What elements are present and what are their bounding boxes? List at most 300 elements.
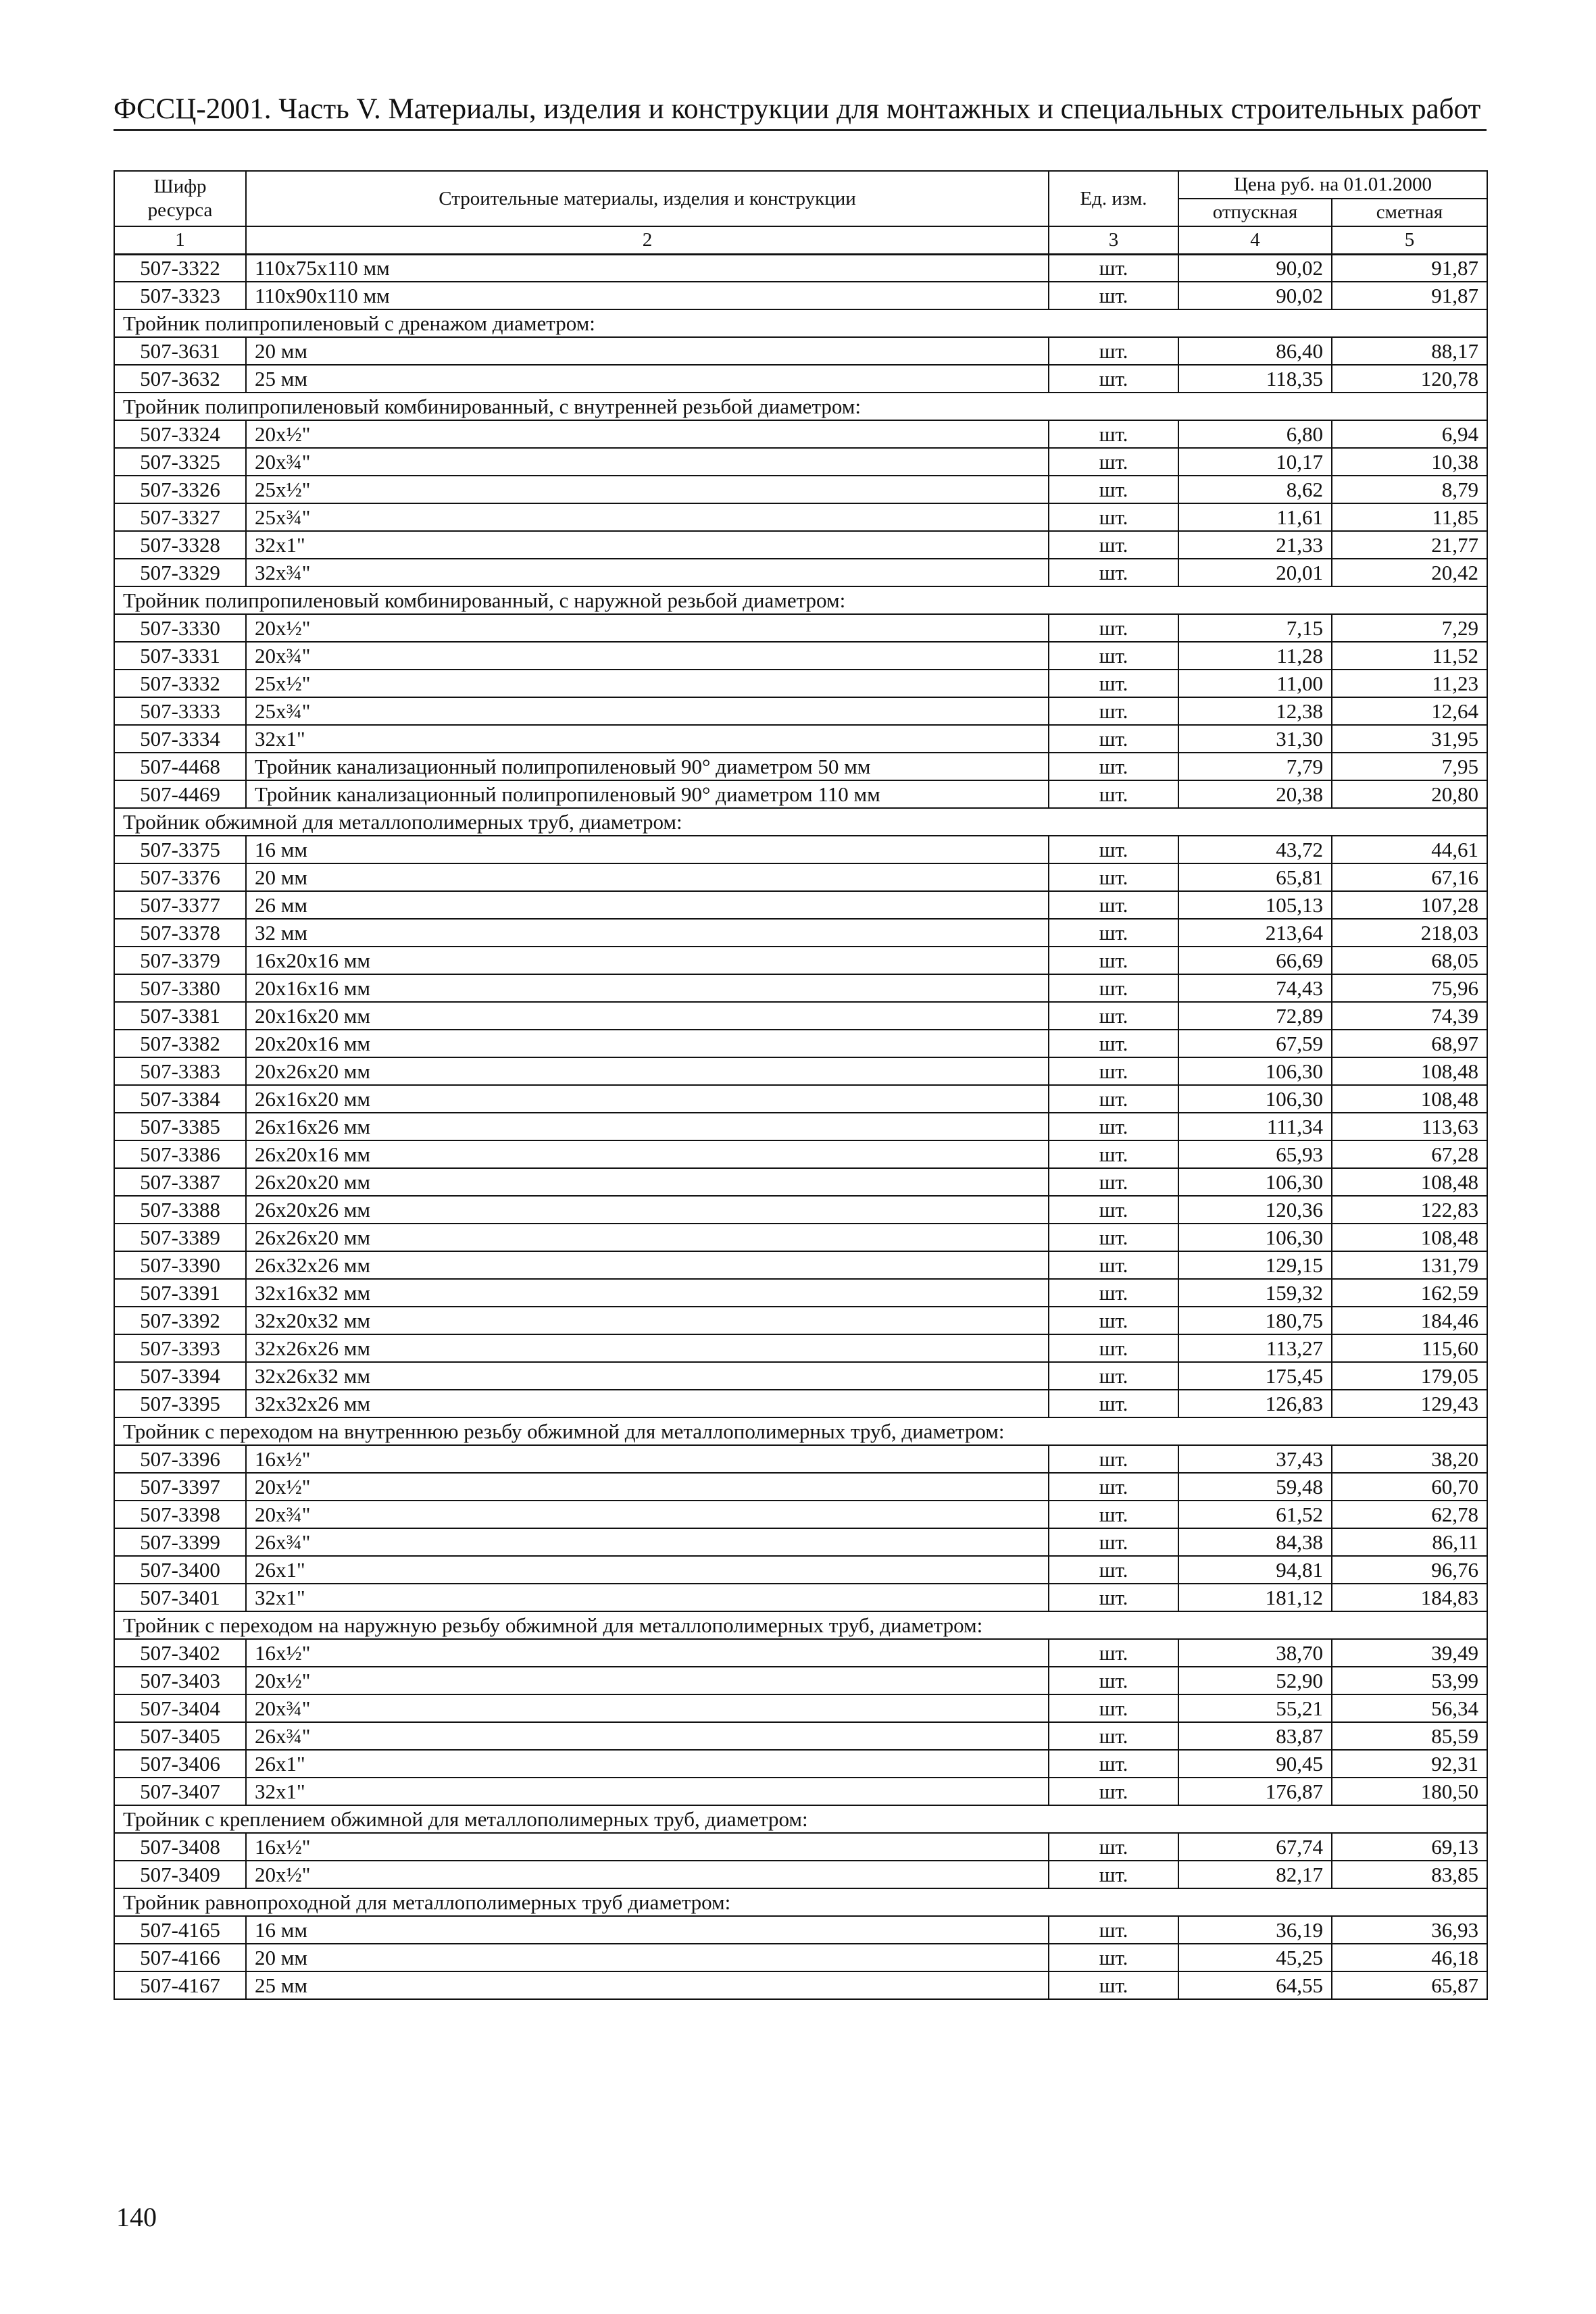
table-row — [114, 863, 1487, 891]
resource-code: 507-3380 — [114, 974, 246, 1002]
table-row — [114, 947, 1487, 974]
item-name: 20х½" — [246, 1667, 1049, 1694]
unit: шт. — [1049, 1861, 1178, 1888]
estimate-price: 91,87 — [1332, 254, 1487, 282]
table-row — [114, 420, 1487, 448]
estimate-price: 31,95 — [1332, 725, 1487, 753]
table-row — [114, 891, 1487, 919]
item-name: 32х20х32 мм — [246, 1307, 1049, 1334]
table-row — [114, 1113, 1487, 1140]
section-heading: Тройник равнопроходной для металлополимерных труб диаметром: — [114, 1888, 1487, 1916]
item-name: 32х1" — [246, 725, 1049, 753]
resource-code: 507-4167 — [114, 1971, 246, 1999]
release-price: 74,43 — [1178, 974, 1332, 1002]
unit: шт. — [1049, 1473, 1178, 1501]
resource-code: 507-3402 — [114, 1639, 246, 1667]
release-price: 84,38 — [1178, 1528, 1332, 1556]
resource-code: 507-3389 — [114, 1224, 246, 1251]
table-row — [114, 1833, 1487, 1861]
release-price: 38,70 — [1178, 1639, 1332, 1667]
section-heading-row — [114, 1888, 1487, 1916]
unit: шт. — [1049, 1002, 1178, 1030]
unit: шт. — [1049, 1556, 1178, 1584]
item-name: 110х90х110 мм — [246, 282, 1049, 309]
resource-code: 507-3325 — [114, 448, 246, 476]
release-price: 213,64 — [1178, 919, 1332, 947]
item-name: 25х½" — [246, 670, 1049, 697]
release-price: 52,90 — [1178, 1667, 1332, 1694]
item-name: 20 мм — [246, 1944, 1049, 1971]
estimate-price: 10,38 — [1332, 448, 1487, 476]
table-row — [114, 697, 1487, 725]
unit: шт. — [1049, 365, 1178, 393]
item-name: 32 мм — [246, 919, 1049, 947]
col-header-name: Строительные материалы, изделия и конструкции — [246, 171, 1049, 226]
table-row — [114, 254, 1487, 282]
estimate-price: 74,39 — [1332, 1002, 1487, 1030]
release-price: 129,15 — [1178, 1251, 1332, 1279]
resource-code: 507-3407 — [114, 1778, 246, 1805]
estimate-price: 62,78 — [1332, 1501, 1487, 1528]
estimate-price: 60,70 — [1332, 1473, 1487, 1501]
release-price: 175,45 — [1178, 1362, 1332, 1390]
item-name: 16х20х16 мм — [246, 947, 1049, 974]
estimate-price: 162,59 — [1332, 1279, 1487, 1307]
estimate-price: 115,60 — [1332, 1334, 1487, 1362]
item-name: 16х½" — [246, 1833, 1049, 1861]
release-price: 106,30 — [1178, 1085, 1332, 1113]
table-row — [114, 1694, 1487, 1722]
release-price: 181,12 — [1178, 1584, 1332, 1611]
estimate-price: 108,48 — [1332, 1057, 1487, 1085]
unit: шт. — [1049, 697, 1178, 725]
estimate-price: 108,48 — [1332, 1085, 1487, 1113]
table-row — [114, 1362, 1487, 1390]
section-heading: Тройник полипропиленовый комбинированный, с внутренней резьбой диаметром: — [114, 393, 1487, 420]
unit: шт. — [1049, 1085, 1178, 1113]
release-price: 176,87 — [1178, 1778, 1332, 1805]
table-row — [114, 1002, 1487, 1030]
table-row — [114, 559, 1487, 586]
resource-code: 507-3381 — [114, 1002, 246, 1030]
item-name: 26х32х26 мм — [246, 1251, 1049, 1279]
table-row — [114, 1085, 1487, 1113]
estimate-price: 68,05 — [1332, 947, 1487, 974]
table-row — [114, 1916, 1487, 1944]
resource-code: 507-3379 — [114, 947, 246, 974]
table-row — [114, 1667, 1487, 1694]
estimate-price: 68,97 — [1332, 1030, 1487, 1057]
unit: шт. — [1049, 1307, 1178, 1334]
resource-code: 507-3376 — [114, 863, 246, 891]
resource-code: 507-4469 — [114, 780, 246, 808]
estimate-price: 11,23 — [1332, 670, 1487, 697]
estimate-price: 85,59 — [1332, 1722, 1487, 1750]
section-heading-row — [114, 309, 1487, 337]
unit: шт. — [1049, 559, 1178, 586]
resource-code: 507-3397 — [114, 1473, 246, 1501]
item-name: Тройник канализационный полипропиленовый 90° диаметром 110 мм — [246, 780, 1049, 808]
resource-code: 507-3632 — [114, 365, 246, 393]
item-name: 20 мм — [246, 863, 1049, 891]
release-price: 72,89 — [1178, 1002, 1332, 1030]
release-price: 111,34 — [1178, 1113, 1332, 1140]
unit: шт. — [1049, 1667, 1178, 1694]
col-number: 2 — [246, 226, 1049, 254]
unit: шт. — [1049, 919, 1178, 947]
table-row — [114, 1473, 1487, 1501]
estimate-price: 7,29 — [1332, 614, 1487, 642]
item-name: 20х¾" — [246, 1501, 1049, 1528]
table-row — [114, 1750, 1487, 1778]
resource-code: 507-3322 — [114, 254, 246, 282]
unit: шт. — [1049, 1445, 1178, 1473]
unit: шт. — [1049, 863, 1178, 891]
estimate-price: 36,93 — [1332, 1916, 1487, 1944]
release-price: 106,30 — [1178, 1168, 1332, 1196]
item-name: 25 мм — [246, 365, 1049, 393]
estimate-price: 38,20 — [1332, 1445, 1487, 1473]
table-row — [114, 642, 1487, 670]
estimate-price: 184,83 — [1332, 1584, 1487, 1611]
estimate-price: 122,83 — [1332, 1196, 1487, 1224]
item-name: 16 мм — [246, 836, 1049, 863]
unit: шт. — [1049, 531, 1178, 559]
item-name: 26х20х16 мм — [246, 1140, 1049, 1168]
item-name: 20х¾" — [246, 448, 1049, 476]
unit: шт. — [1049, 1113, 1178, 1140]
item-name: 26х¾" — [246, 1722, 1049, 1750]
unit: шт. — [1049, 1501, 1178, 1528]
table-row — [114, 1334, 1487, 1362]
resource-code: 507-3383 — [114, 1057, 246, 1085]
estimate-price: 11,85 — [1332, 503, 1487, 531]
col-header-estimate: сметная — [1332, 199, 1487, 226]
resource-code: 507-3329 — [114, 559, 246, 586]
unit: шт. — [1049, 1334, 1178, 1362]
unit: шт. — [1049, 1168, 1178, 1196]
release-price: 11,00 — [1178, 670, 1332, 697]
item-name: 110х75х110 мм — [246, 254, 1049, 282]
item-name: 20х½" — [246, 1473, 1049, 1501]
estimate-price: 8,79 — [1332, 476, 1487, 503]
release-price: 20,01 — [1178, 559, 1332, 586]
col-header-unit: Ед. изм. — [1049, 171, 1178, 226]
unit: шт. — [1049, 1279, 1178, 1307]
release-price: 106,30 — [1178, 1057, 1332, 1085]
resource-code: 507-3328 — [114, 531, 246, 559]
unit: шт. — [1049, 1390, 1178, 1417]
unit: шт. — [1049, 614, 1178, 642]
item-name: 25х½" — [246, 476, 1049, 503]
release-price: 66,69 — [1178, 947, 1332, 974]
table-row — [114, 1390, 1487, 1417]
section-heading: Тройник полипропиленовый комбинированный, с наружной резьбой диаметром: — [114, 586, 1487, 614]
item-name: 32х16х32 мм — [246, 1279, 1049, 1307]
estimate-price: 20,42 — [1332, 559, 1487, 586]
item-name: 32х¾" — [246, 559, 1049, 586]
table-row — [114, 1279, 1487, 1307]
release-price: 61,52 — [1178, 1501, 1332, 1528]
resource-code: 507-3326 — [114, 476, 246, 503]
resource-code: 507-3331 — [114, 642, 246, 670]
table-row — [114, 1722, 1487, 1750]
table-row — [114, 1307, 1487, 1334]
release-price: 113,27 — [1178, 1334, 1332, 1362]
release-price: 120,36 — [1178, 1196, 1332, 1224]
section-heading: Тройник с переходом на внутреннюю резьбу обжимной для металлополимерных труб, диаметром: — [114, 1417, 1487, 1445]
table-row — [114, 1445, 1487, 1473]
estimate-price: 218,03 — [1332, 919, 1487, 947]
resource-code: 507-3406 — [114, 1750, 246, 1778]
item-name: 25х¾" — [246, 503, 1049, 531]
estimate-price: 69,13 — [1332, 1833, 1487, 1861]
release-price: 21,33 — [1178, 531, 1332, 559]
section-heading-row — [114, 1611, 1487, 1639]
unit: шт. — [1049, 642, 1178, 670]
table-row — [114, 1196, 1487, 1224]
resource-code: 507-3384 — [114, 1085, 246, 1113]
item-name: 16х½" — [246, 1445, 1049, 1473]
estimate-price: 6,94 — [1332, 420, 1487, 448]
resource-code: 507-3398 — [114, 1501, 246, 1528]
item-name: 20х20х16 мм — [246, 1030, 1049, 1057]
resource-code: 507-3332 — [114, 670, 246, 697]
release-price: 10,17 — [1178, 448, 1332, 476]
col-number: 1 — [114, 226, 246, 254]
release-price: 12,38 — [1178, 697, 1332, 725]
table-row — [114, 1057, 1487, 1085]
item-name: 20х16х16 мм — [246, 974, 1049, 1002]
unit: шт. — [1049, 725, 1178, 753]
release-price: 180,75 — [1178, 1307, 1332, 1334]
section-heading-row — [114, 393, 1487, 420]
release-price: 118,35 — [1178, 365, 1332, 393]
resource-code: 507-3330 — [114, 614, 246, 642]
unit: шт. — [1049, 670, 1178, 697]
table-row — [114, 531, 1487, 559]
release-price: 36,19 — [1178, 1916, 1332, 1944]
item-name: 25 мм — [246, 1971, 1049, 1999]
item-name: 16х½" — [246, 1639, 1049, 1667]
release-price: 126,83 — [1178, 1390, 1332, 1417]
estimate-price: 65,87 — [1332, 1971, 1487, 1999]
estimate-price: 131,79 — [1332, 1251, 1487, 1279]
release-price: 90,45 — [1178, 1750, 1332, 1778]
unit: шт. — [1049, 1584, 1178, 1611]
release-price: 65,93 — [1178, 1140, 1332, 1168]
unit: шт. — [1049, 254, 1178, 282]
release-price: 90,02 — [1178, 254, 1332, 282]
unit: шт. — [1049, 448, 1178, 476]
unit: шт. — [1049, 1196, 1178, 1224]
estimate-price: 21,77 — [1332, 531, 1487, 559]
section-heading-row — [114, 1417, 1487, 1445]
unit: шт. — [1049, 1944, 1178, 1971]
item-name: 20х¾" — [246, 1694, 1049, 1722]
estimate-price: 184,46 — [1332, 1307, 1487, 1334]
item-name: 32х32х26 мм — [246, 1390, 1049, 1417]
resource-code: 507-3334 — [114, 725, 246, 753]
table-row — [114, 1140, 1487, 1168]
item-name: 26х16х20 мм — [246, 1085, 1049, 1113]
estimate-price: 7,95 — [1332, 753, 1487, 780]
item-name: 26х16х26 мм — [246, 1113, 1049, 1140]
release-price: 83,87 — [1178, 1722, 1332, 1750]
item-name: 20х½" — [246, 614, 1049, 642]
release-price: 7,79 — [1178, 753, 1332, 780]
estimate-price: 53,99 — [1332, 1667, 1487, 1694]
release-price: 65,81 — [1178, 863, 1332, 891]
item-name: 20х26х20 мм — [246, 1057, 1049, 1085]
table-row — [114, 670, 1487, 697]
estimate-price: 44,61 — [1332, 836, 1487, 863]
table-row — [114, 725, 1487, 753]
resource-code: 507-3375 — [114, 836, 246, 863]
unit: шт. — [1049, 1224, 1178, 1251]
unit: шт. — [1049, 1639, 1178, 1667]
estimate-price: 180,50 — [1332, 1778, 1487, 1805]
table-row — [114, 1251, 1487, 1279]
col-number: 3 — [1049, 226, 1178, 254]
resource-code: 507-3395 — [114, 1390, 246, 1417]
release-price: 64,55 — [1178, 1971, 1332, 1999]
item-name: 26 мм — [246, 891, 1049, 919]
table-row — [114, 614, 1487, 642]
resource-code: 507-3324 — [114, 420, 246, 448]
estimate-price: 108,48 — [1332, 1224, 1487, 1251]
release-price: 45,25 — [1178, 1944, 1332, 1971]
unit: шт. — [1049, 1030, 1178, 1057]
item-name: 26х1" — [246, 1556, 1049, 1584]
estimate-price: 91,87 — [1332, 282, 1487, 309]
estimate-price: 107,28 — [1332, 891, 1487, 919]
col-header-price: Цена руб. на 01.01.2000 — [1178, 171, 1487, 199]
unit: шт. — [1049, 420, 1178, 448]
resource-code: 507-3409 — [114, 1861, 246, 1888]
price-table — [114, 170, 1488, 2000]
resource-code: 507-3403 — [114, 1667, 246, 1694]
item-name: Тройник канализационный полипропиленовый 90° диаметром 50 мм — [246, 753, 1049, 780]
resource-code: 507-3392 — [114, 1307, 246, 1334]
table-row — [114, 1030, 1487, 1057]
release-price: 105,13 — [1178, 891, 1332, 919]
unit: шт. — [1049, 1833, 1178, 1861]
section-heading-row — [114, 1805, 1487, 1833]
unit: шт. — [1049, 753, 1178, 780]
resource-code: 507-3631 — [114, 337, 246, 365]
page-number: 140 — [116, 2202, 157, 2232]
section-heading-row — [114, 808, 1487, 836]
resource-code: 507-3391 — [114, 1279, 246, 1307]
unit: шт. — [1049, 1362, 1178, 1390]
unit: шт. — [1049, 1528, 1178, 1556]
estimate-price: 179,05 — [1332, 1362, 1487, 1390]
resource-code: 507-4468 — [114, 753, 246, 780]
unit: шт. — [1049, 1140, 1178, 1168]
unit: шт. — [1049, 780, 1178, 808]
item-name: 26х¾" — [246, 1528, 1049, 1556]
resource-code: 507-3408 — [114, 1833, 246, 1861]
table-row — [114, 476, 1487, 503]
release-price: 20,38 — [1178, 780, 1332, 808]
estimate-price: 11,52 — [1332, 642, 1487, 670]
release-price: 37,43 — [1178, 1445, 1332, 1473]
estimate-price: 67,28 — [1332, 1140, 1487, 1168]
resource-code: 507-3377 — [114, 891, 246, 919]
col-number: 4 — [1178, 226, 1332, 254]
resource-code: 507-3382 — [114, 1030, 246, 1057]
col-header-code: Шифр ресурса — [114, 171, 246, 226]
item-name: 26х26х20 мм — [246, 1224, 1049, 1251]
estimate-price: 75,96 — [1332, 974, 1487, 1002]
resource-code: 507-3327 — [114, 503, 246, 531]
unit: шт. — [1049, 1778, 1178, 1805]
release-price: 90,02 — [1178, 282, 1332, 309]
table-row — [114, 503, 1487, 531]
item-name: 20 мм — [246, 337, 1049, 365]
unit: шт. — [1049, 1694, 1178, 1722]
resource-code: 507-3399 — [114, 1528, 246, 1556]
estimate-price: 46,18 — [1332, 1944, 1487, 1971]
resource-code: 507-3386 — [114, 1140, 246, 1168]
estimate-price: 12,64 — [1332, 697, 1487, 725]
item-name: 26х1" — [246, 1750, 1049, 1778]
unit: шт. — [1049, 1057, 1178, 1085]
table-row — [114, 1584, 1487, 1611]
resource-code: 507-3390 — [114, 1251, 246, 1279]
unit: шт. — [1049, 282, 1178, 309]
resource-code: 507-4166 — [114, 1944, 246, 1971]
resource-code: 507-3405 — [114, 1722, 246, 1750]
release-price: 67,59 — [1178, 1030, 1332, 1057]
estimate-price: 67,16 — [1332, 863, 1487, 891]
item-name: 20х¾" — [246, 642, 1049, 670]
table-row — [114, 1556, 1487, 1584]
table-row — [114, 1639, 1487, 1667]
estimate-price: 108,48 — [1332, 1168, 1487, 1196]
table-row — [114, 1778, 1487, 1805]
release-price: 94,81 — [1178, 1556, 1332, 1584]
release-price: 31,30 — [1178, 725, 1332, 753]
table-row — [114, 365, 1487, 393]
item-name: 32х1" — [246, 1778, 1049, 1805]
item-name: 20х½" — [246, 1861, 1049, 1888]
release-price: 55,21 — [1178, 1694, 1332, 1722]
item-name: 32х1" — [246, 1584, 1049, 1611]
release-price: 67,74 — [1178, 1833, 1332, 1861]
table-row — [114, 1944, 1487, 1971]
unit: шт. — [1049, 1916, 1178, 1944]
estimate-price: 39,49 — [1332, 1639, 1487, 1667]
resource-code: 507-3385 — [114, 1113, 246, 1140]
release-price: 159,32 — [1178, 1279, 1332, 1307]
release-price: 7,15 — [1178, 614, 1332, 642]
release-price: 11,28 — [1178, 642, 1332, 670]
unit: шт. — [1049, 476, 1178, 503]
estimate-price: 83,85 — [1332, 1861, 1487, 1888]
unit: шт. — [1049, 891, 1178, 919]
item-name: 26х20х20 мм — [246, 1168, 1049, 1196]
estimate-price: 113,63 — [1332, 1113, 1487, 1140]
unit: шт. — [1049, 1971, 1178, 1999]
unit: шт. — [1049, 337, 1178, 365]
item-name: 32х26х26 мм — [246, 1334, 1049, 1362]
item-name: 16 мм — [246, 1916, 1049, 1944]
item-name: 20х16х20 мм — [246, 1002, 1049, 1030]
table-row — [114, 919, 1487, 947]
unit: шт. — [1049, 836, 1178, 863]
